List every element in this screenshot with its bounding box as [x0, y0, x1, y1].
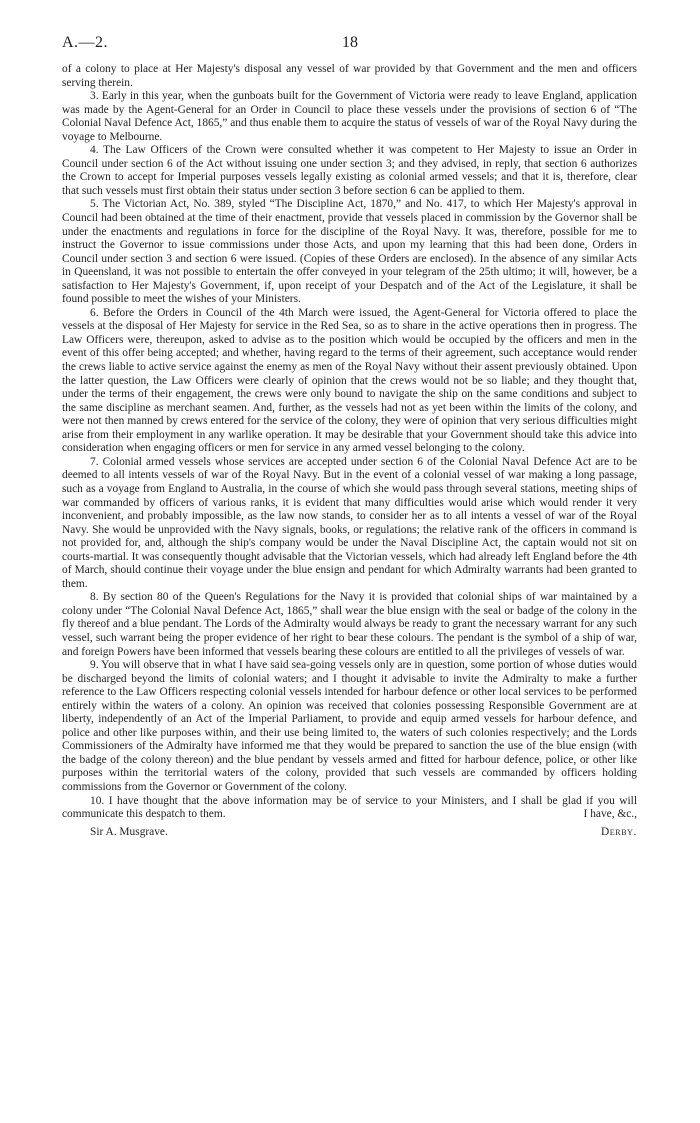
paragraph-5: 5. The Victorian Act, No. 389, styled “The Discipline Act, 1870,” and No. 417, to which Her Majesty's approval in Council had been obtained at the time of their enactment, provide that vessels placed in commission by the Governor shall be under the enactments and regulations in force for the discipline of the Royal Navy. It was, therefore, possible for me to instruct the Governor to issue commissions under those Acts, and upon my learning that this had been done, Orders in Council under section 3 and section 6 were issued. (Copies of these Orders are enclosed). In the absence of any similar Acts in Queensland, it was not possible to entertain the offer conveyed in your telegram of the 25th ultimo; it will, however, be a satisfaction to Her Majesty's Government, if, upon receipt of your Despatch and of the Act of the Legislature, it shall be found possible to meet the wishes of your Ministers. [62, 198, 637, 306]
paragraph-6: 6. Before the Orders in Council of the 4th March were issued, the Agent-General for Victoria offered to place the vessels at the disposal of Her Majesty for service in the Red Sea, so as to share in the active operations then in progress. The Law Officers were, thereupon, asked to advise as to the position which would be occupied by the officers and men in the event of this offer being accepted; and whether, having regard to the terms of their agreement, such acceptance would render the crews liable to active service against the enemy as men of the Royal Navy without their assent previously obtained. Upon the latter question, the Law Officers were clearly of opinion that the crews would not be so liable; and they thought that, under the terms of their engagement, the crews were only bound to navigate the ship on the same conditions and subject to the same discipline as merchant seamen. And, further, as the vessels had not as yet been within the limits of the colony, and were not then manned by crews entered for the service of the colony, they were of opinion that very serious difficulties might arise from their employment in any warlike operation. It may be desirable that your Government should take this advice into consideration when engaging officers or men for service in any armed vessel belonging to the colony. [62, 306, 637, 455]
paragraph-8: 8. By section 80 of the Queen's Regulations for the Navy it is provided that colonial ships of war maintained by a colony under “The Colonial Naval Defence Act, 1865,” shall wear the blue ensign with the seal or badge of the colony in the fly thereof and a blue pendant. The Lords of the Admiralty would always be ready to grant the necessary warrant for any such vessel, such warrant being the proper evidence of her right to bear these colours. The pendant is the symbol of a ship of war, and foreign Powers have been informed that vessels bearing these colours are entitled to all the privileges of vessels of war. [62, 591, 637, 658]
signature: Derby. [600, 825, 637, 838]
page-header [62, 34, 638, 56]
paragraph-10 [62, 795, 637, 822]
paper-reference: A.—2. [62, 34, 109, 51]
paragraph-7: 7. Colonial armed vessels whose services are accepted under section 6 of the Colonial Naval Defence Act are to be deemed to all intents vessels of war of the Royal Navy. But in the event of a colonial vessel of war making a long passage, such as a voyage from England to Australia, in the course of which she would pass through several stations, meeting ships of war commanded by officers of various ranks, it is evident that many difficulties would arise which would render it very inconvenient, and probably impossible, as the law now stands, to consider her as to all intents a vessel of war of the Royal Navy. She would be unprovided with the Navy signals, books, or regulations; the relative rank of the officers in command is not provided for, and, although the ship's company would be under the Naval Discipline Act, the captain would not sit on courts-martial. It was consequently thought advisable that the Victorian vessels, which had already left England before the 4th of March, should continue their voyage under the blue ensign and pendant for which Admiralty warrants had been granted to them. [62, 455, 637, 590]
closing-block [62, 826, 637, 840]
addressee: Sir A. Musgrave. [90, 825, 168, 838]
paragraph-9: 9. You will observe that in what I have said sea-going vessels only are in question, some portion of whose duties would be discharged beyond the limits of colonial waters; and I thought it advisable to invite the Admiralty to make a further reference to the Law Officers respecting colonial vessels intended for harbour defence or other local services to be performed entirely within the waters of a colony. An opinion was received that colonies possessing Responsible Government are at liberty, independently of an Act of the Imperial Parliament, to provide and equip armed vessels for harbour defence, and police and other like purposes within, and their use being limited to, the waters of such colonies respectively; and the Lords Commissioners of the Admiralty have informed me that they would be prepared to sanction the use of the blue ensign (with the badge of the colony thereon) and the blue pendant by vessels armed and fitted for harbour defence, police, or other like purposes within the territorial waters of the colony, provided that such vessels are commanded by officers holding commissions from the Governor or Government of the colony. [62, 659, 637, 793]
paragraph-3: 3. Early in this year, when the gunboats built for the Government of Victoria were ready to leave England, application was made by the Agent-General for an Order in Council to place these vessels under the provisions of section 6 of “The Colonial Naval Defence Act, 1865,” and thus enable them to acquire the status of vessels of war of the Royal Navy during the voyage to Melbourne. [62, 90, 637, 143]
document-body [62, 63, 637, 839]
paragraph-4: 4. The Law Officers of the Crown were consulted whether it was competent to Her Majesty to issue an Order in Council under section 6 of the Act without issuing one under section 3; and they advised, in reply, that section 6 authorizes the Crown to accept for Imperial purposes vessels legally existing as colonial armed vessels; and that it is, therefore, clear that such vessels must first obtain their status under section 3 before section 6 can be applied to them. [62, 144, 637, 197]
sign-off: I have, &c., [583, 808, 637, 821]
page-number: 18 [342, 34, 358, 51]
paragraph-continued: of a colony to place at Her Majesty's disposal any vessel of war provided by that Government and the men and officers serving therein. [62, 63, 637, 89]
paragraph-10-text: 10. I have thought that the above information may be of service to your Ministers, and I shall be glad if you will communicate this despatch to them. [62, 794, 637, 821]
